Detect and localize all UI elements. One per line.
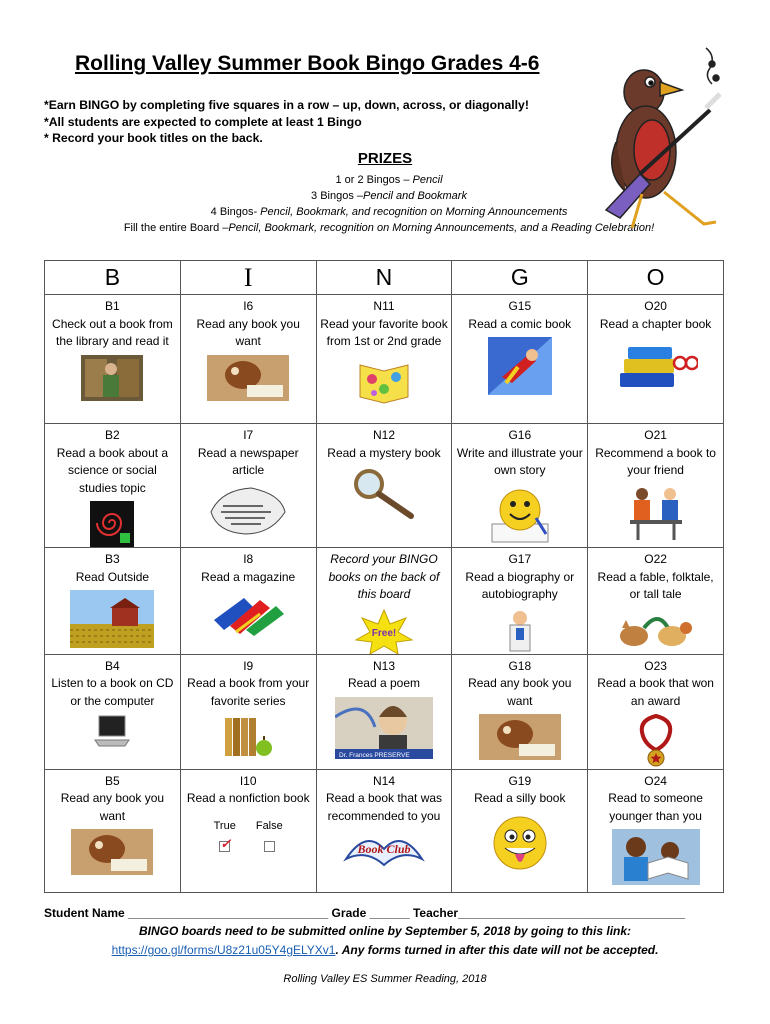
bingo-square-b5[interactable] — [45, 769, 181, 892]
prize-line-3: 4 Bingos- Pencil, Bookmark, and recognition on Morning Announcements — [210, 206, 568, 218]
square-code: G15 — [508, 299, 532, 313]
square-code: O24 — [644, 773, 667, 788]
footer-credit: Rolling Valley ES Summer Reading, 2018 — [283, 973, 487, 985]
bingo-square-g19[interactable] — [452, 769, 588, 892]
bingo-square-o23[interactable] — [588, 654, 724, 769]
reading-dog-icon — [479, 714, 561, 760]
bingo-square-free[interactable] — [316, 548, 452, 655]
bingo-square-o24[interactable] — [588, 769, 724, 892]
square-code: G17 — [508, 552, 532, 566]
page-title: Rolling Valley Summer Book Bingo Grades 4-6 — [75, 52, 540, 75]
square-task: Check out a book from the library and read it — [52, 316, 173, 348]
square-task: Read a fable, folktale, or tall tale — [597, 569, 714, 601]
reading-dog-icon — [207, 355, 289, 401]
square-code: O22 — [644, 552, 667, 566]
square-task: Read a biography or autobiography — [465, 569, 575, 601]
award-medal-icon — [636, 714, 676, 768]
submission-form-link[interactable]: https://goo.gl/forms/U8z21u05Y4gELYXv1 — [111, 943, 336, 957]
square-task: Read a chapter book — [599, 316, 712, 331]
square-code: N12 — [372, 428, 395, 442]
bingo-square-i9[interactable] — [180, 654, 316, 769]
bingo-square-g15[interactable] — [452, 295, 588, 424]
square-task: Read Outside — [75, 569, 150, 584]
bingo-square-i10[interactable] — [180, 769, 316, 892]
column-header-n: N — [316, 261, 452, 295]
late-notice: . Any forms turned in after this date will not be accepted. — [335, 943, 659, 957]
prize-line-4: Fill the entire Board –Pencil, Bookmark, recognition on Morning Announcements, and a Reading Celebration! — [123, 222, 655, 234]
square-code: B5 — [105, 773, 120, 788]
square-task: Read a newspaper article — [197, 445, 299, 477]
rule-3: * Record your book titles on the back. — [44, 131, 263, 145]
submission-line — [0, 943, 770, 957]
scientist-icon — [502, 608, 538, 654]
square-code: G18 — [508, 658, 532, 673]
square-code: I6 — [243, 299, 254, 313]
square-task: Read any book you want — [468, 676, 572, 708]
free-star-icon — [351, 608, 417, 654]
square-code: I9 — [243, 658, 254, 673]
square-task: Read a comic book — [468, 316, 572, 331]
square-code: O20 — [644, 299, 667, 313]
square-task: Read your favorite book from 1st or 2nd grade — [320, 316, 448, 348]
poem-caption: Dr. Frances PRESERVE — [338, 751, 410, 759]
stacked-books-glasses-icon — [614, 337, 698, 393]
square-code: B1 — [105, 299, 120, 313]
farm-field-icon — [70, 590, 154, 648]
bingo-board — [44, 260, 724, 893]
square-task: Read a poem — [347, 676, 421, 690]
square-task: Read a book that won an award — [597, 676, 714, 708]
square-code: I8 — [243, 552, 254, 566]
square-task: Listen to a book on CD or the computer — [51, 676, 174, 708]
colorful-book-icon — [356, 355, 412, 405]
rule-1: *Earn BINGO by completing five squares in a row – up, down, across, or diagonally! — [44, 98, 529, 112]
book-series-apple-icon — [223, 714, 273, 758]
deadline-notice: BINGO boards need to be submitted online by September 5, 2018 by going to this link: — [138, 924, 632, 938]
square-task: Read any book you want — [60, 791, 165, 823]
square-task: Read a magazine — [201, 569, 296, 584]
square-task: Read to someone younger than you — [608, 791, 703, 823]
rule-2: *All students are expected to complete at least 1 Bingo — [44, 114, 362, 129]
square-task: Record your BINGO books on the back of this board — [328, 552, 440, 601]
true-option — [214, 818, 236, 853]
bingo-square-b3[interactable] — [45, 548, 181, 655]
poet-portrait-icon — [335, 697, 433, 759]
student-info-line: Student Name ______________________________ Grade ______ Teacher__________________________________ — [44, 906, 685, 920]
prizes-heading: PRIZES — [357, 150, 413, 167]
true-label: True — [213, 819, 236, 832]
square-task: Read a nonfiction book — [186, 791, 310, 805]
book-club-label: Book Club — [357, 842, 411, 856]
bingo-square-i8[interactable] — [180, 548, 316, 655]
newspaper-icon — [207, 484, 289, 536]
fable-animals-icon — [614, 608, 698, 650]
square-task: Read a book from your favorite series — [187, 676, 310, 708]
square-task: Read a silly book — [474, 791, 566, 805]
square-code: G19 — [508, 773, 532, 788]
magazines-icon — [206, 590, 290, 636]
square-code: O21 — [644, 428, 667, 442]
square-task: Read a mystery book — [327, 445, 441, 460]
friends-talking-icon — [624, 484, 688, 544]
reading-to-child-icon — [612, 829, 700, 885]
comic-superhero-icon — [488, 337, 552, 395]
bingo-square-b4[interactable] — [45, 654, 181, 769]
square-code: O23 — [644, 658, 667, 673]
false-option — [256, 818, 283, 853]
bingo-square-b2[interactable] — [45, 424, 181, 548]
bingo-square-o22[interactable] — [588, 548, 724, 655]
true-false-graphic — [184, 818, 313, 853]
prize-line-1: 1 or 2 Bingos – Pencil — [335, 174, 443, 186]
bingo-square-b1[interactable] — [45, 295, 181, 424]
smiley-writing-icon — [488, 484, 552, 546]
square-code: N13 — [372, 658, 395, 673]
square-task: Read any book you want — [196, 316, 300, 348]
false-label: False — [255, 819, 283, 832]
rules-list — [44, 97, 529, 147]
square-code: G16 — [508, 428, 532, 442]
bingo-square-i6[interactable] — [180, 295, 316, 424]
bingo-square-g16[interactable] — [452, 424, 588, 548]
laptop-icon — [93, 714, 131, 750]
square-code: I7 — [243, 428, 254, 442]
checked-box-icon — [219, 841, 230, 852]
bird-guitar-mascot-icon — [594, 42, 736, 238]
column-header-i: I — [180, 261, 316, 295]
square-code: B4 — [105, 658, 120, 673]
square-code: B2 — [105, 428, 120, 442]
square-code: N14 — [372, 773, 395, 788]
square-task: Write and illustrate your own story — [456, 445, 583, 477]
free-star-label: Free! — [371, 627, 397, 639]
bingo-square-o20[interactable] — [588, 295, 724, 424]
magnifying-glass-icon — [347, 466, 421, 522]
square-code: I10 — [239, 773, 257, 788]
bingo-square-n12[interactable] — [316, 424, 452, 548]
bingo-square-n13[interactable] — [316, 654, 452, 769]
square-task: Recommend a book to your friend — [595, 445, 716, 477]
unchecked-box-icon — [264, 841, 275, 852]
square-task: Read a book that was recommended to you — [325, 791, 443, 823]
silly-face-icon — [489, 812, 551, 874]
bingo-square-g18[interactable] — [452, 654, 588, 769]
column-header-b: B — [45, 261, 181, 295]
column-header-o: O — [588, 261, 724, 295]
bingo-square-n14[interactable] — [316, 769, 452, 892]
bingo-square-g17[interactable] — [452, 548, 588, 655]
library-reader-icon — [81, 355, 143, 401]
reading-dog-icon — [71, 829, 153, 875]
square-task: Read a book about a science or social studies topic — [56, 445, 169, 495]
book-club-logo-icon — [342, 829, 426, 869]
prize-line-2: 3 Bingos –Pencil and Bookmark — [311, 190, 467, 202]
square-code: N11 — [373, 299, 395, 313]
science-spiral-icon — [90, 501, 134, 547]
bingo-square-i7[interactable] — [180, 424, 316, 548]
bingo-square-n11[interactable] — [316, 295, 452, 424]
square-code: B3 — [105, 552, 120, 566]
bingo-square-o21[interactable] — [588, 424, 724, 548]
column-header-g: G — [452, 261, 588, 295]
